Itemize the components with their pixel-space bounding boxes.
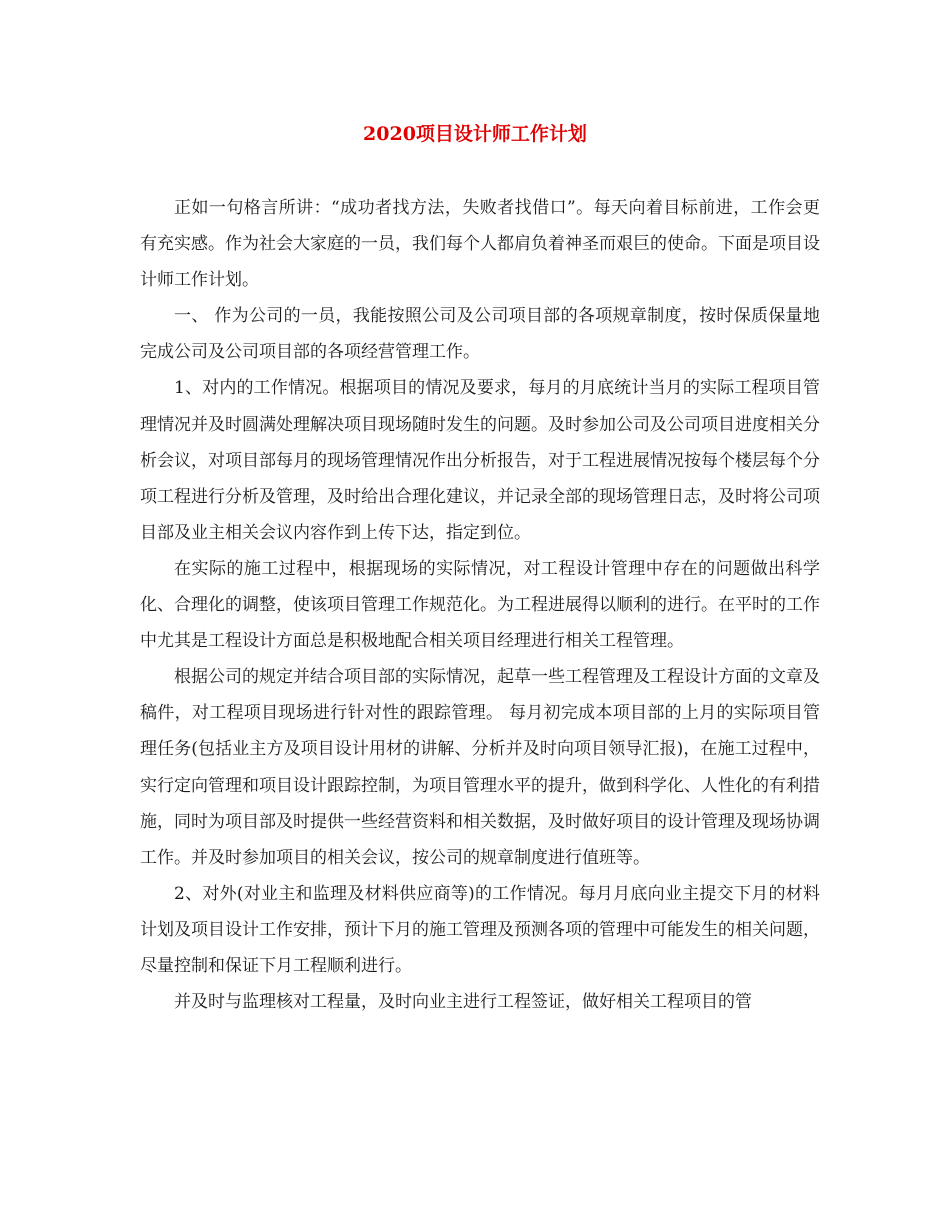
- paragraph: 2、对外(对业主和监理及材料供应商等)的工作情况。每月月底向业主提交下月的材料计划及项目设计工作安排，预计下月的施工管理及预测各项的管理中可能发生的相关问题，尽量控制和保证下月工程顺利进行。: [140, 883, 820, 976]
- paragraph: 在实际的施工过程中，根据现场的实际情况，对工程设计管理中存在的问题做出科学化、合理化的调整，使该项目管理工作规范化。为工程进展得以顺利的进行。在平时的工作中尤其是工程设计方面总是积极地配合相关项目经理进行相关工程管理。: [140, 558, 820, 652]
- document-body: [140, 190, 820, 1020]
- paragraph: 并及时与监理核对工程量，及时向业主进行工程签证，做好相关工程项目的管: [174, 992, 752, 1013]
- paragraph: 正如一句格言所讲：“成功者找方法，失败者找借口”。每天向着目标前进，工作会更有充实感。作为社会大家庭的一员，我们每个人都肩负着神圣而艰巨的使命。下面是项目设计师工作计划。: [140, 198, 820, 291]
- paragraph: 根据公司的规定并结合项目部的实际情况，起草一些工程管理及工程设计方面的文章及稿件，对工程项目现场进行针对性的跟踪管理。 每月初完成本项目部的上月的实际项目管理任务(包括业主方及项目设计用材的讲解、分析并及时向项目领导汇报)，在施工过程中，实行定向管理和项目设计跟踪控制，为项目管理水平的提升，做到科学化、人性化的有利措施，同时为项目部及时提供一些经营资料和相关数据，及时做好项目的设计管理及现场协调工作。并及时参加项目的相关会议，按公司的规章制度进行值班等。: [140, 667, 820, 868]
- document-title: 2020项目设计师工作计划: [363, 123, 587, 145]
- paragraph: 1、对内的工作情况。根据项目的情况及要求，每月的月底统计当月的实际工程项目管理情况并及时圆满处理解决项目现场随时发生的问题。及时参加公司及公司项目进度相关分析会议，对项目部每月的现场管理情况作出分析报告，对于工程进展情况按每个楼层每个分项工程进行分析及管理，及时给出合理化建议，并记录全部的现场管理日志，及时将公司项目部及业主相关会议内容作到上传下达，指定到位。: [140, 378, 820, 543]
- paragraph: 一、 作为公司的一员，我能按照公司及公司项目部的各项规章制度，按时保质保量地完成公司及公司项目部的各项经营管理工作。: [140, 306, 820, 363]
